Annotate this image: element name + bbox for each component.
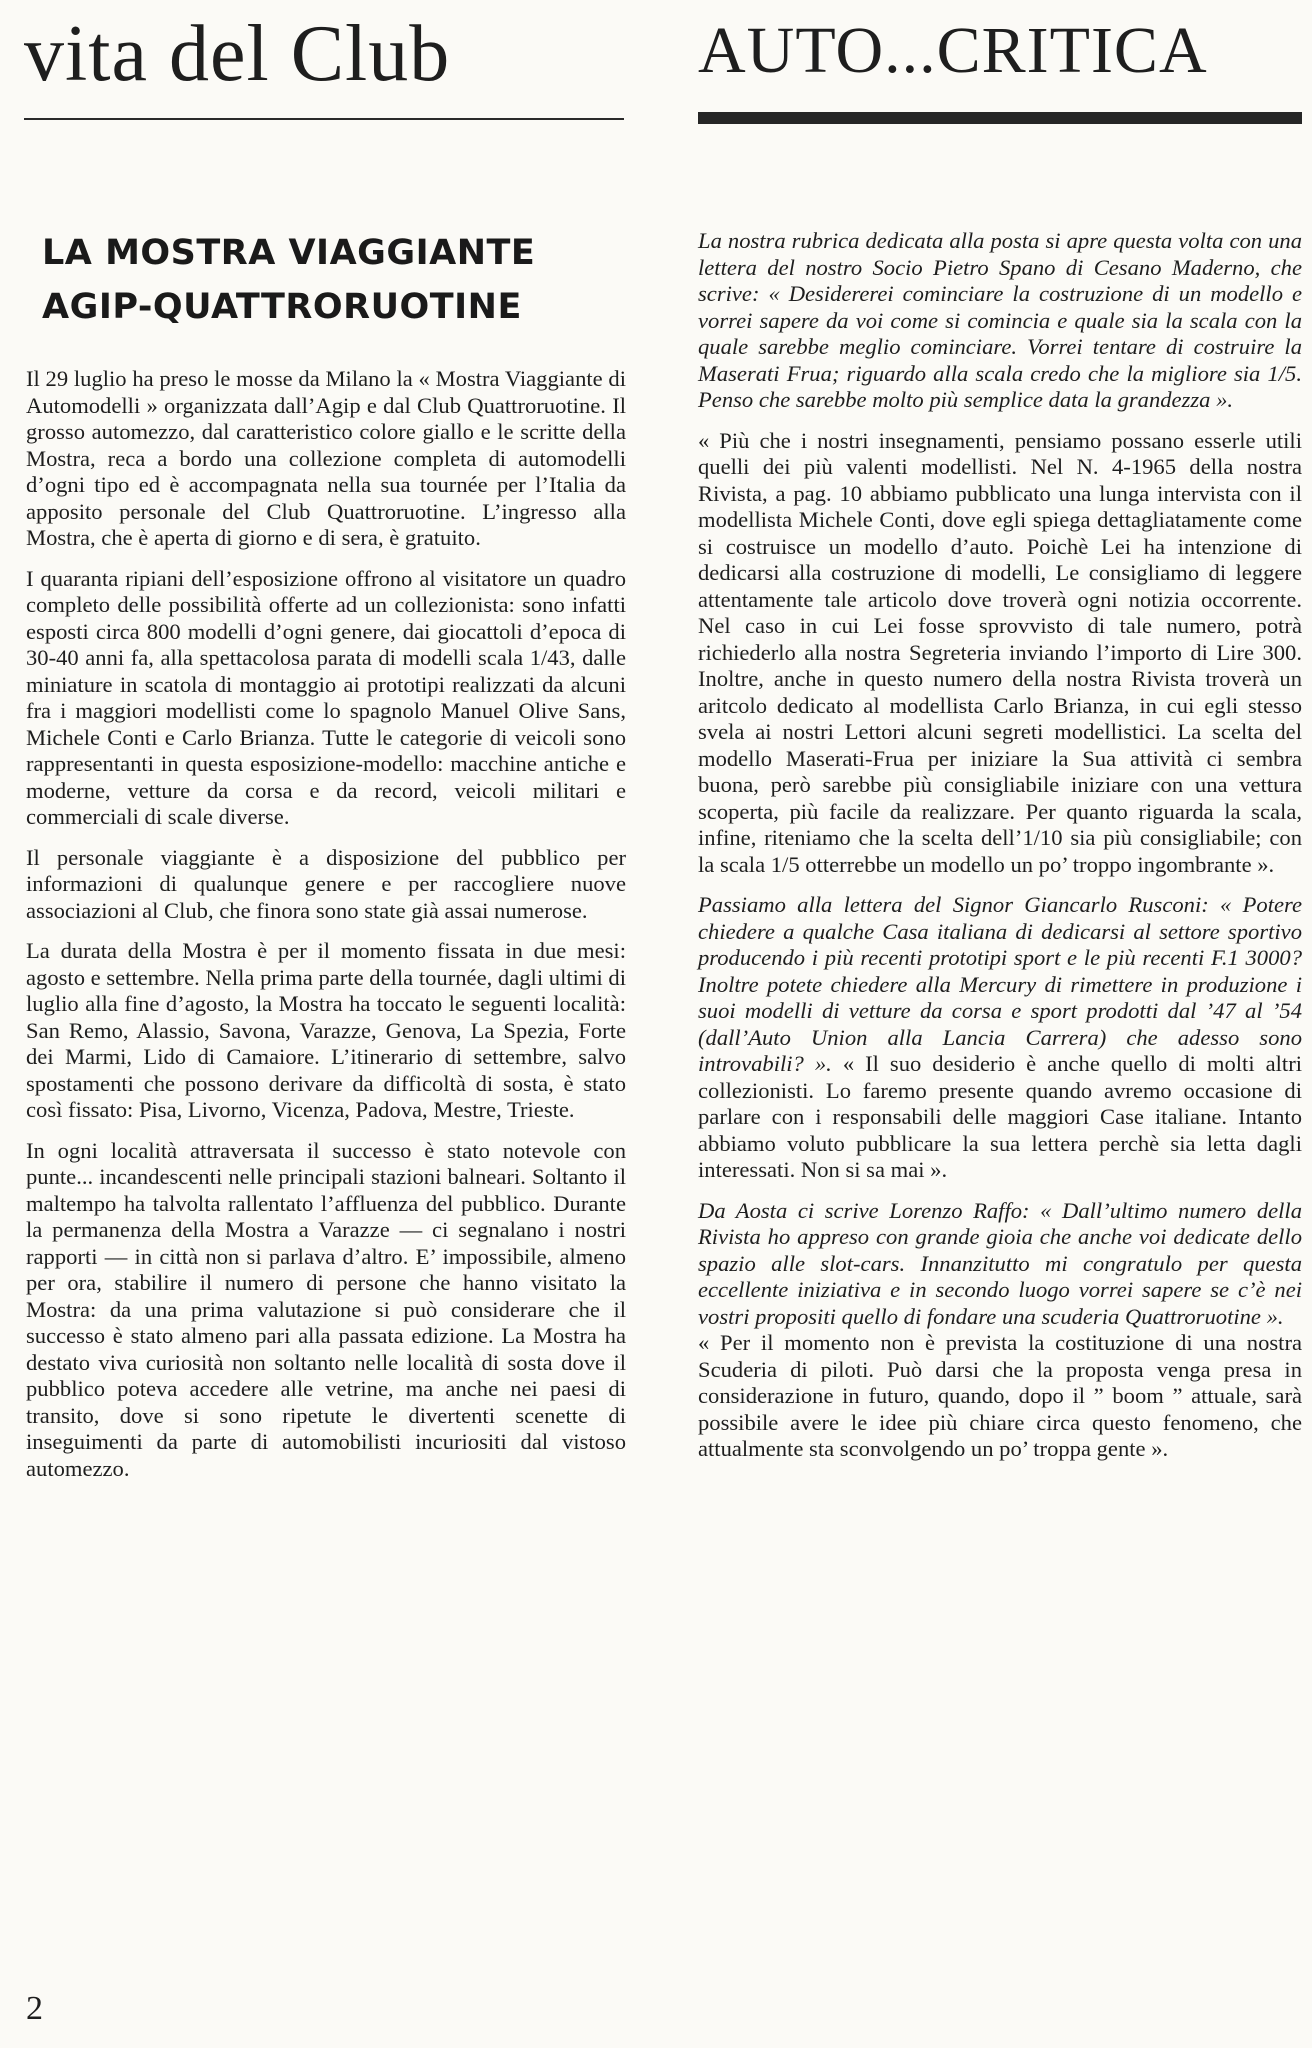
reply-rusconi: « Il suo desiderio è anche quello di molti altri collezionisti. Lo faremo presente quando avremo occasione di parlare con i responsabili delle maggiori Case italiane. Intanto abbiamo voluto pubblicare la sua lettera perchè sia letta dagli interessati. Non si sa mai ». — [698, 1051, 1302, 1182]
section-title-vita-del-club: vita del Club — [24, 10, 451, 98]
reply-spano: « Più che i nostri insegnamenti, pensiamo possano esserle utili quelli dei più valenti modellisti. Nel N. 4-1965 della nostra Rivista, a pag. 10 abbiamo pubblicato una lunga intervista con il modellista Michele Conti, dove egli spiega dettagliatamente come si costruisce un modello d’auto. Poichè Lei ha intenzione di dedicarsi alla costruzione di modelli, Le consigliamo di leggere attentamente tale articolo dove troverà ogni notizia occorrente. Nel caso in cui Lei fosse sprovvisto di tale numero, potrà richiederlo alla nostra Segreteria inviando l’importo di Lire 300. Inoltre, anche in questo numero della nostra Rivista troverà un aritcolo dedicato al modellista Carlo Brianza, in cui egli stesso svela ai nostri Lettori alcuni segreti modellistici. La scelta del modello Maserati-Frua per iniziare la Sua attività ci sembra buona, però sarebbe più consigliabile iniziare con una vettura scoperta, più facile da realizzare. Per quanto riguarda la scala, infine, riteniamo che la scelta dell’1/10 sia più consigliabile; con la scala 1/5 otterrebbe un modello un po’ troppo ingombrante ». — [698, 427, 1302, 877]
article-paragraph: La durata della Mostra è per il momento fissata in due mesi: agosto e settembre. Nella prima parte della tournée, dagli ultimi di luglio alla fine d’agosto, la Mostra ha toccato le seguenti località: San Remo, Alassio, Savona, Varazze, Genova, La Spezia, Forte dei Marmi, Lido di Camaiore. L’itinerario di settembre, salvo spostamenti che possono derivare da difficoltà di sosta, è stato così fissato: Pisa, Livorno, Vicenza, Padova, Mestre, Trieste. — [26, 938, 626, 1122]
article-paragraph: I quaranta ripiani dell’esposizione offrono al visitatore un quadro completo delle possibilità offerte ad un collezionista: sono infatti esposti circa 800 modelli d’ogni genere, dai giocattoli d’epoca di 30-40 anni fa, alla spettacolosa parata di modelli scala 1/43, dalle miniature in scatola di montaggio ai prototipi realizzati da alcuni fra i maggiori modellisti come lo spagnolo Manuel Olive Sans, Michele Conti e Carlo Brianza. Tutte le categorie di veicoli sono rappresentanti in questa esposizione-modello: macchine antiche e moderne, vetture da corsa e da record, veicoli militari e commerciali di scale diverse. — [26, 565, 626, 829]
left-header-rule — [24, 118, 624, 120]
right-header-rule — [698, 112, 1302, 124]
section-title-auto-critica: AUTO...CRITICA — [698, 14, 1208, 87]
left-article-column — [26, 226, 626, 1496]
page-number: 2 — [26, 1990, 43, 2027]
article-paragraph: In ogni località attraversata il successo è stato notevole con punte... incandescenti nelle principali stazioni balneari. Soltanto il maltempo ha talvolta rallentato l’affluenza del pubblico. Durante la permanenza della Mostra a Varazze — ci segnalano i nostri rapporti — in città non si parlava d’altro. E’ impossibile, almeno per ora, stabilire il numero di persone che hanno visitato la Mostra: da una prima valutazione si può considerare che il successo è stato almeno pari alla passata edizione. La Mostra ha destato viva curiosità non soltanto nelle località di sosta dove il pubblico poteva accedere alle vetrine, ma anche nei paesi di transito, dove si sono ripetute le divertenti scenette di inseguimenti da parte di automobilisti incuriositi dal vistoso automezzo. — [26, 1137, 626, 1481]
right-letters-column — [698, 228, 1302, 1477]
article-title — [42, 226, 626, 334]
letter-rusconi: Passiamo alla lettera del Signor Giancarlo Rusconi: « Potere chiedere a qualche Casa italiana di dedicarsi al settore sportivo producendo i più recenti prototipi sport e le più recenti F.1 3000? Inoltre potete chiedere alla Mercury di rimettere in produzione i suoi modelli di vetture da corsa e sport prodotti dal ’47 al ’54 (dall’Auto Union alla Lancia Carrera) che adesso sono introvabili? ». — [698, 892, 1302, 1076]
letter-raffo: Da Aosta ci scrive Lorenzo Raffo: « Dall’ultimo numero della Rivista ho appreso con grande gioia che anche voi dedicate dello spazio alle slot-cars. Innanzitutto mi congratulo per questa eccellente iniziativa e in secondo luogo vorrei sapere se c’è nei vostri propositi quello di fondare una scuderia Quattroruotine ». — [698, 1197, 1302, 1329]
reply-raffo: « Per il momento non è prevista la costituzione di una nostra Scuderia di piloti. Può darsi che la proposta venga presa in considerazione in futuro, quando, dopo il ” boom ” attuale, sarà possibile avere le idee più chiare circa questo fenomeno, che attualmente sta sconvolgendo un po’ troppa gente ». — [698, 1330, 1302, 1461]
article-paragraph: Il personale viaggiante è a disposizione del pubblico per informazioni di qualunque genere e per raccogliere nuove associazioni al Club, che finora sono state già assai numerose. — [26, 844, 626, 923]
article-title-line-2: AGIP-QUATTRORUOTINE — [42, 287, 522, 327]
article-title-line-1: LA MOSTRA VIAGGIANTE — [42, 233, 536, 273]
article-paragraph: Il 29 luglio ha preso le mosse da Milano la « Mostra Viaggiante di Automodelli » organizzata dall’Agip e dal Club Quattroruotine. Il grosso automezzo, dal caratteristico colore giallo e le scritte della Mostra, reca a bordo una collezione completa di automodelli d’ogni tipo ed è accompagnata nella sua tournée per l’Italia da apposito personale del Club Quattroruotine. L’ingresso alla Mostra, che è aperta di giorno e di sera, è gratuito. — [26, 366, 626, 550]
letter-spano: La nostra rubrica dedicata alla posta si apre questa volta con una lettera del nostro Socio Pietro Spano di Cesano Maderno, che scrive: « Desidererei cominciare la costruzione di un modello e vorrei sapere da voi come si comincia e quale sia la scala con la quale sarebbe meglio cominciare. Vorrei tentare di costruire la Maserati Frua; riguardo alla scala credo che la migliore sia 1/5. Penso che sarebbe molto più semplice data la grandezza ». — [698, 228, 1302, 412]
letter-rusconi-block — [698, 892, 1302, 1184]
